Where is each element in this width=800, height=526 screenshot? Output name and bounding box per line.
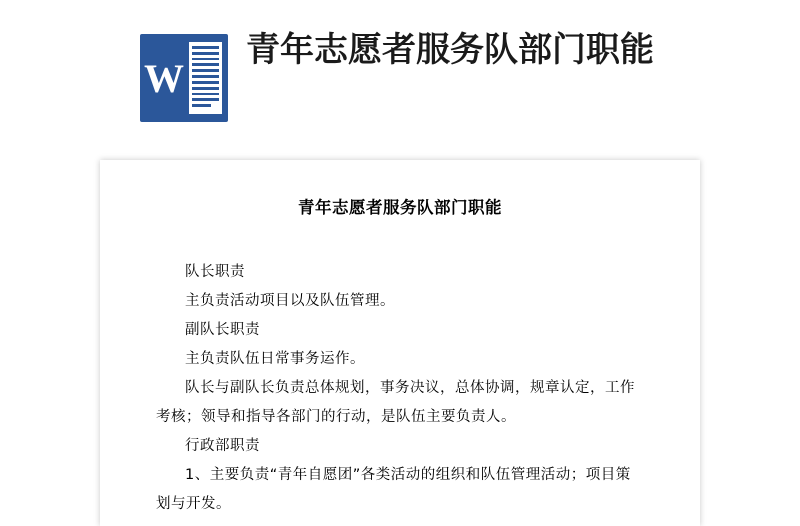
document-paragraph: 副队长职责 xyxy=(185,322,260,338)
document-paragraph: 队长与副队长负责总体规划，事务决议，总体协调，规章认定，工作考核；领导和指导各部门的行动，是队伍主要负责人。 xyxy=(156,380,635,425)
document-body xyxy=(100,160,700,519)
word-icon-lines xyxy=(189,42,222,114)
document-paragraph: 主负责活动项目以及队伍管理。 xyxy=(185,293,395,309)
document-sheet xyxy=(100,160,700,526)
word-document-icon xyxy=(140,34,228,122)
document-paragraph: 主负责队伍日常事务运作。 xyxy=(185,351,365,367)
word-icon-letter: W xyxy=(144,55,183,101)
document-header xyxy=(140,30,760,122)
document-paragraph: 行政部职责 xyxy=(185,438,260,454)
document-heading: 青年志愿者服务队部门职能 xyxy=(298,198,502,217)
document-paragraph: 1、主要负责“青年自愿团”各类活动的组织和队伍管理活动；项目策划与开发。 xyxy=(156,467,631,512)
page-title: 青年志愿者服务队部门职能 xyxy=(246,30,654,70)
document-paragraph: 队长职责 xyxy=(185,264,245,280)
